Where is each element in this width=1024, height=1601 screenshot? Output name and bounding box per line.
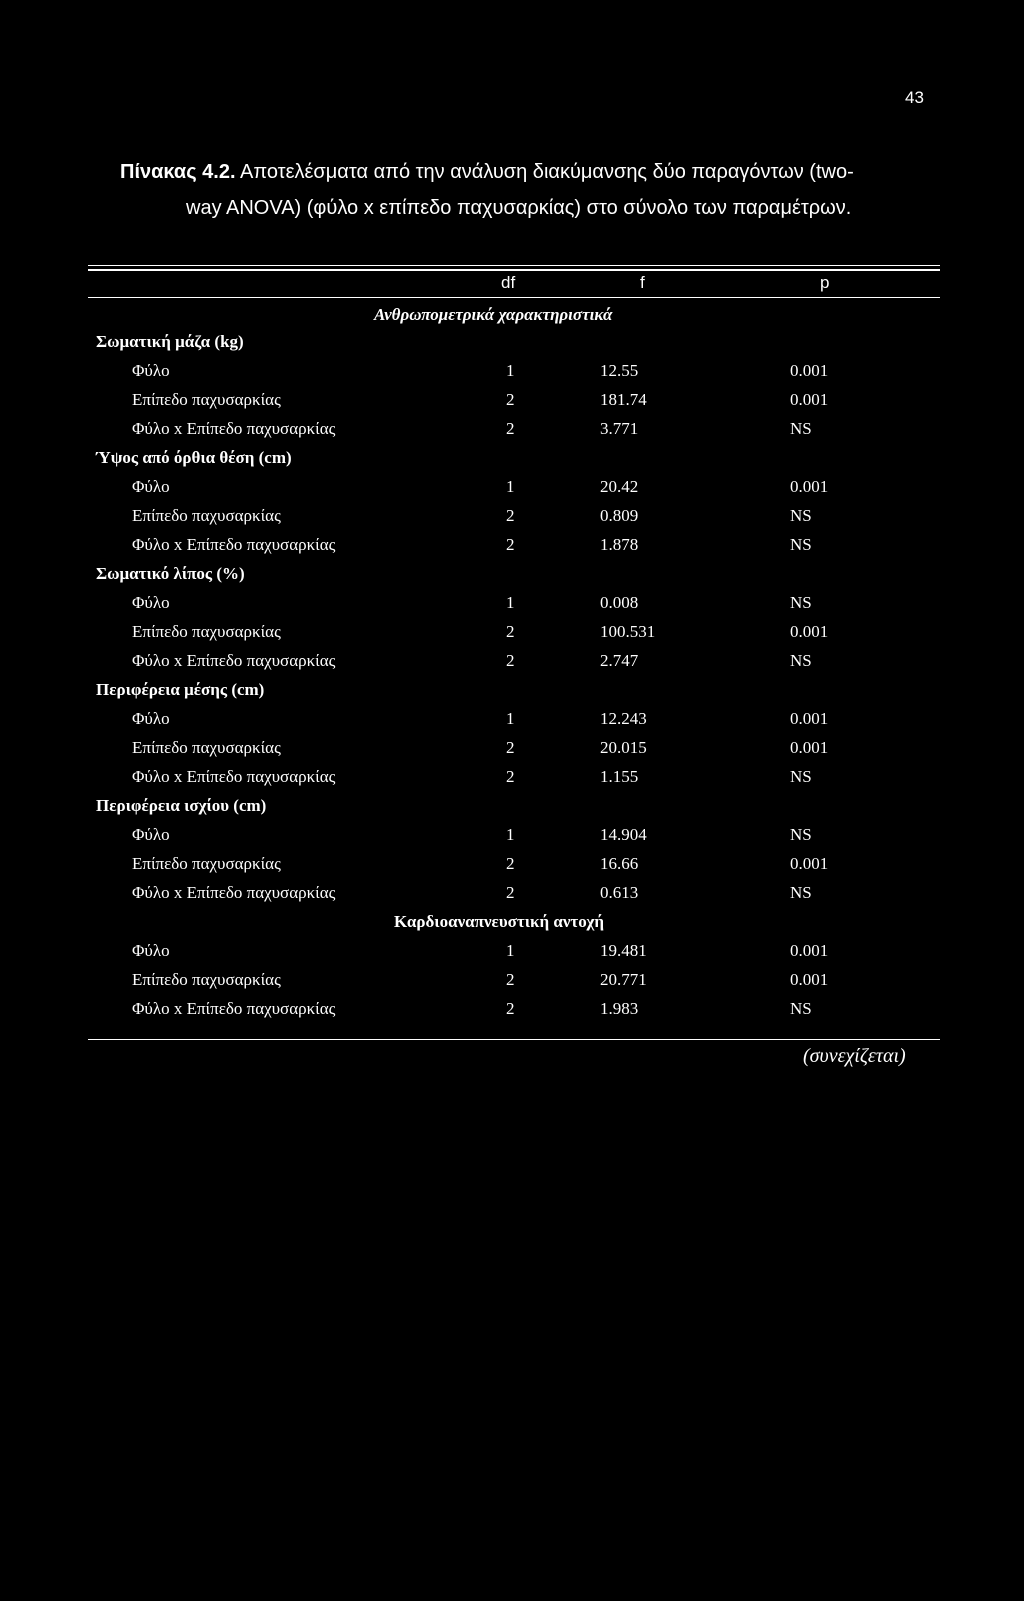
row-f: 12.243: [600, 709, 647, 728]
row-df: 1: [506, 825, 515, 844]
row-f: 1.878: [600, 535, 639, 554]
table-row: [88, 617, 940, 646]
row-df: 1: [506, 477, 515, 496]
row-df: 2: [506, 970, 515, 989]
row-p: 0.001: [790, 941, 829, 960]
row-df: 2: [506, 622, 515, 641]
group-title-hip-circumference: Περιφέρεια ισχίου (cm): [96, 796, 267, 815]
row-factor: Φύλο x Επίπεδο παχυσαρκίας: [132, 767, 336, 786]
row-df: 2: [506, 999, 515, 1018]
row-df: 2: [506, 854, 515, 873]
row-f: 12.55: [600, 361, 639, 380]
row-df: 2: [506, 883, 515, 902]
group-title-standing-height: Ύψος από όρθια θέση (cm): [96, 448, 292, 467]
row-f: 181.74: [600, 390, 647, 409]
table-bottom-rule: [88, 1039, 940, 1040]
row-factor: Φύλο x Επίπεδο παχυσαρκίας: [132, 651, 336, 670]
row-f: 0.613: [600, 883, 639, 902]
row-p: NS: [790, 767, 812, 786]
header-df: df: [501, 273, 516, 292]
group-title-waist-circumference: Περιφέρεια μέσης (cm): [96, 680, 265, 699]
row-f: 14.904: [600, 825, 647, 844]
table-row: [88, 472, 940, 501]
table-caption-label: Πίνακας 4.2.: [120, 161, 236, 183]
row-p: 0.001: [790, 970, 829, 989]
row-factor: Φύλο x Επίπεδο παχυσαρκίας: [132, 883, 336, 902]
table-header-rule: [88, 297, 940, 298]
row-df: 2: [506, 506, 515, 525]
table-row: [88, 733, 940, 762]
row-p: NS: [790, 883, 812, 902]
row-factor: Επίπεδο παχυσαρκίας: [132, 854, 281, 873]
row-f: 20.42: [600, 477, 639, 496]
row-f: 2.747: [600, 651, 639, 670]
group-title-body-mass: Σωματική μάζα (kg): [96, 332, 244, 351]
table-row: [88, 936, 940, 965]
row-f: 20.771: [600, 970, 647, 989]
page-number: 43: [905, 88, 924, 107]
row-p: 0.001: [790, 477, 829, 496]
row-p: NS: [790, 506, 812, 525]
row-p: NS: [790, 999, 812, 1018]
row-p: 0.001: [790, 738, 829, 757]
row-p: 0.001: [790, 361, 829, 380]
group-title-body-fat: Σωματικό λίπος (%): [96, 564, 245, 583]
row-f: 3.771: [600, 419, 639, 438]
row-factor: Φύλο: [132, 593, 170, 612]
row-p: NS: [790, 419, 812, 438]
row-df: 1: [506, 941, 515, 960]
row-df: 1: [506, 709, 515, 728]
section-title-anthropometric: Ανθρωπομετρικά χαρακτηριστικά: [374, 305, 613, 324]
row-df: 2: [506, 535, 515, 554]
row-factor: Φύλο: [132, 477, 170, 496]
table-caption: [120, 154, 920, 226]
row-f: 19.481: [600, 941, 647, 960]
table-row: [88, 849, 940, 878]
row-df: 2: [506, 390, 515, 409]
table-row: [88, 588, 940, 617]
row-f: 1.155: [600, 767, 639, 786]
row-factor: Φύλο x Επίπεδο παχυσαρκίας: [132, 535, 336, 554]
row-factor: Επίπεδο παχυσαρκίας: [132, 390, 281, 409]
row-p: 0.001: [790, 709, 829, 728]
row-factor: Φύλο x Επίπεδο παχυσαρκίας: [132, 419, 336, 438]
table-row: [88, 704, 940, 733]
row-df: 2: [506, 767, 515, 786]
row-p: NS: [790, 651, 812, 670]
row-p: NS: [790, 825, 812, 844]
header-p: p: [820, 273, 830, 292]
table-row: [88, 530, 940, 559]
row-factor: Φύλο: [132, 941, 170, 960]
continued-note: (συνεχίζεται): [803, 1045, 906, 1067]
row-f: 1.983: [600, 999, 639, 1018]
row-factor: Φύλο x Επίπεδο παχυσαρκίας: [132, 999, 336, 1018]
table-row: [88, 965, 940, 994]
row-p: 0.001: [790, 854, 829, 873]
row-df: 1: [506, 593, 515, 612]
section-title-cardiorespiratory: Καρδιοαναπνευστική αντοχή: [394, 912, 605, 931]
row-p: NS: [790, 593, 812, 612]
table-row: [88, 414, 940, 443]
row-factor: Φύλο: [132, 361, 170, 380]
table-row: [88, 501, 940, 530]
row-df: 2: [506, 651, 515, 670]
row-f: 16.66: [600, 854, 639, 873]
table-row: [88, 820, 940, 849]
table-row: [88, 762, 940, 791]
table-row: [88, 646, 940, 675]
row-factor: Φύλο: [132, 825, 170, 844]
table-row: [88, 385, 940, 414]
row-f: 20.015: [600, 738, 647, 757]
row-p: NS: [790, 535, 812, 554]
table-row: [88, 994, 940, 1023]
row-f: 0.008: [600, 593, 639, 612]
table-top-rule-thick: [88, 269, 940, 271]
row-factor: Φύλο: [132, 709, 170, 728]
table-row: [88, 878, 940, 907]
row-p: 0.001: [790, 390, 829, 409]
row-factor: Επίπεδο παχυσαρκίας: [132, 738, 281, 757]
table-top-rule-thin: [88, 265, 940, 266]
row-f: 0.809: [600, 506, 639, 525]
row-factor: Επίπεδο παχυσαρκίας: [132, 622, 281, 641]
row-factor: Επίπεδο παχυσαρκίας: [132, 506, 281, 525]
row-df: 2: [506, 738, 515, 757]
row-p: 0.001: [790, 622, 829, 641]
table-row: [88, 356, 940, 385]
table-caption-text-line1: Αποτελέσματα από την ανάλυση διακύμανσης δύο παραγόντων (two-: [239, 161, 854, 183]
row-df: 1: [506, 361, 515, 380]
row-f: 100.531: [600, 622, 656, 641]
row-factor: Επίπεδο παχυσαρκίας: [132, 970, 281, 989]
header-f: f: [640, 273, 645, 292]
table-caption-text-line2: way ANOVA) (φύλο x επίπεδο παχυσαρκίας) στο σύνολο των παραμέτρων.: [186, 197, 852, 219]
row-df: 2: [506, 419, 515, 438]
